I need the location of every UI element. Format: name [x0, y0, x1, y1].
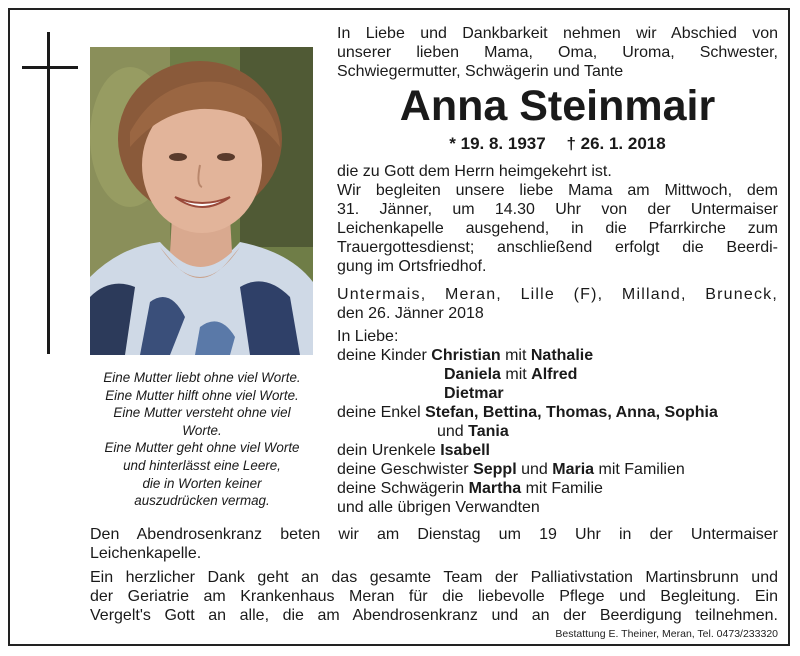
family-row-enkel-2 — [337, 422, 778, 441]
enkel-label: deine Enkel — [337, 404, 421, 421]
deceased-name: Anna Steinmair — [399, 82, 716, 130]
funeral-text — [337, 162, 778, 276]
family-name: Maria — [552, 461, 595, 478]
family-row-schwaegerin — [337, 479, 778, 498]
thanks-line: Ein herzlicher Dank geht an das gesamte Team der Palliativstation Martinsbrunn und — [90, 569, 778, 586]
thanks-text — [90, 568, 778, 625]
family-row-kinder-3 — [337, 384, 778, 403]
family-name: Tania — [468, 423, 509, 440]
geschwister-label: deine Geschwister — [337, 461, 469, 478]
in-liebe-label: In Liebe: — [337, 328, 399, 345]
intro-line: In Liebe und Dankbarkeit nehmen wir Abschied von — [337, 25, 778, 42]
portrait-photo — [90, 47, 313, 355]
cross-icon-bar — [22, 66, 78, 69]
connector: mit Familie — [525, 480, 603, 497]
urenkel-label: dein Urenkele — [337, 442, 436, 459]
family-name: Daniela — [444, 366, 501, 383]
poem-line: Eine Mutter liebt ohne viel Worte. — [103, 370, 301, 385]
family-name: Seppl — [473, 461, 517, 478]
connector: und — [521, 461, 548, 478]
body-line: Leichenkapelle ausgehend, in die Pfarrkirche zum — [337, 220, 778, 237]
intro-line: unserer lieben Mama, Oma, Uroma, Schwester, — [337, 44, 778, 61]
family-row-verwandten: und alle übrigen Verwandten — [337, 499, 540, 516]
connector: mit — [505, 347, 527, 364]
family-row-kinder-2 — [337, 365, 778, 384]
family-name: Alfred — [531, 366, 578, 383]
rosary-line: Leichenkapelle. — [90, 545, 202, 562]
body-line: Trauergottesdienst; anschließend erfolgt die Beerdi- — [337, 239, 778, 256]
connector: mit Familien — [598, 461, 685, 478]
intro-text — [337, 24, 778, 81]
place-date: den 26. Jänner 2018 — [337, 305, 484, 322]
body-line: Wir begleiten unsere liebe Mama am Mittwoch, dem — [337, 182, 778, 199]
family-name: Christian — [431, 347, 501, 364]
kinder-label: deine Kinder — [337, 347, 427, 364]
connector: und — [437, 423, 464, 440]
family-name: Dietmar — [444, 385, 504, 402]
thanks-line: Vergelt's Gott an alle, die am Abendrosenkranz und an der Beerdigung teilnehmen. — [90, 607, 778, 624]
cross-icon — [47, 32, 50, 354]
birth-date: * 19. 8. 1937 — [449, 134, 546, 153]
family-list — [337, 327, 778, 517]
life-dates — [337, 134, 778, 154]
family-row-kinder — [337, 346, 778, 365]
family-name: Isabell — [440, 442, 490, 459]
thanks-line: der Geriatrie am Krankenhaus Meran für die liebevolle Pflege und Begleitung. Ein — [90, 588, 778, 605]
poem-line: Eine Mutter versteht ohne viel — [113, 405, 291, 421]
undertaker-credit: Bestattung E. Theiner, Meran, Tel. 0473/233320 — [555, 628, 778, 640]
connector: mit — [505, 366, 527, 383]
body-line: die zu Gott dem Herrn heimgekehrt ist. — [337, 163, 612, 180]
poem-line: auszudrücken vermag. — [134, 493, 270, 509]
family-name: Stefan, Bettina, Thomas, Anna, Sophia — [425, 404, 718, 421]
body-line: gung im Ortsfriedhof. — [337, 258, 487, 275]
family-row-geschwister — [337, 460, 778, 479]
poem-line: Eine Mutter hilft ohne viel Worte. — [105, 387, 299, 403]
family-name: Martha — [468, 480, 522, 497]
poem-line: Worte. — [182, 422, 222, 438]
poem — [88, 369, 316, 510]
place-line: Untermais, Meran, Lille (F), Milland, Bruneck, — [337, 286, 778, 303]
rosary-text — [90, 525, 778, 563]
death-date: † 26. 1. 2018 — [566, 134, 666, 153]
schwaegerin-label: deine Schwägerin — [337, 480, 465, 497]
family-name: Nathalie — [530, 347, 594, 364]
family-row-enkel — [337, 403, 778, 422]
poem-line: und hinterlässt eine Leere, — [123, 457, 281, 473]
poem-line: Eine Mutter geht ohne viel Worte — [104, 440, 300, 456]
poem-line: die in Worten keiner — [142, 475, 262, 491]
family-row-urenkel — [337, 441, 778, 460]
rosary-line: Den Abendrosenkranz beten wir am Dienstag um 19 Uhr in der Untermaiser — [90, 526, 778, 543]
body-line: 31. Jänner, um 14.30 Uhr von der Untermaiser — [337, 201, 778, 218]
intro-line: Schwiegermutter, Schwägerin und Tante — [337, 63, 624, 80]
